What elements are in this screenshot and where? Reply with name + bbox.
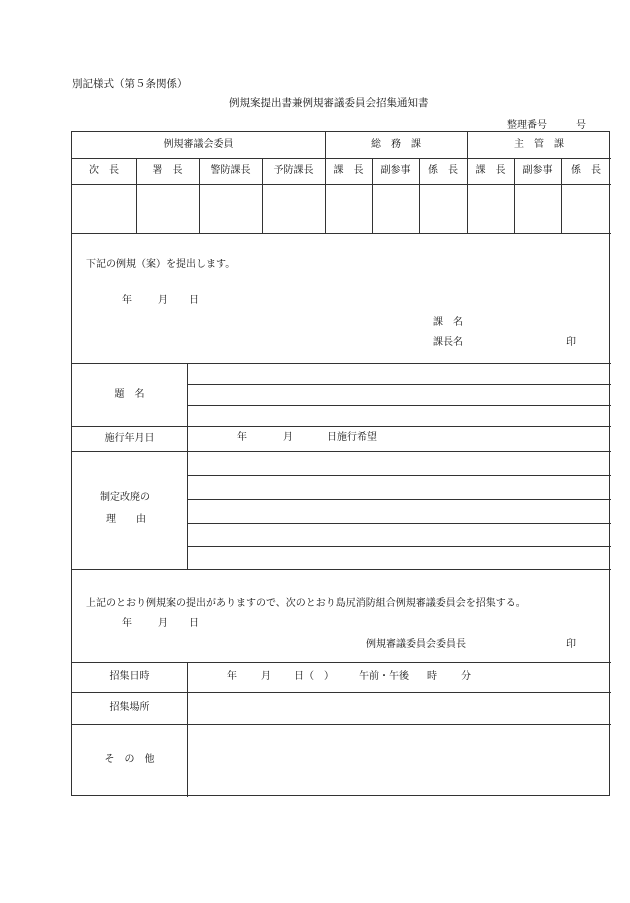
meeting-day: 日（ ）: [294, 671, 334, 682]
group-header-responsible-section: 主 管 課: [514, 139, 564, 150]
document-title: 例規案提出書兼例規審議委員会招集通知書: [229, 97, 429, 109]
effective-date-label: 施行年月日: [104, 432, 155, 444]
convocation-month: 月: [158, 618, 168, 629]
convocation-day: 日: [189, 618, 199, 629]
line: [72, 451, 611, 452]
meeting-year: 年: [227, 671, 237, 682]
convocation-seal: 印: [566, 639, 576, 650]
position-station-chief: 署 長: [152, 165, 183, 176]
meeting-place-label: 招集場所: [109, 702, 150, 713]
position-prevention-chief: 予防課長: [273, 165, 314, 176]
serial-number-unit: 号: [576, 120, 586, 131]
line: [187, 546, 611, 547]
group-header-committee: 例規審議会委員: [163, 139, 234, 150]
line: [72, 233, 611, 234]
position-ga-subsection-chief: 係 長: [428, 165, 458, 176]
convocation-year: 年: [122, 618, 132, 629]
line: [72, 569, 611, 570]
submission-month: 月: [158, 295, 168, 306]
line: [187, 523, 611, 524]
section-name-label: 課 名: [433, 317, 463, 328]
effective-year: 年: [237, 432, 247, 443]
line: [187, 499, 611, 500]
title-label: 題 名: [114, 388, 145, 400]
submission-day: 日: [189, 295, 199, 306]
effective-day-request: 日施行希望: [327, 432, 377, 443]
convocation-text: 上記のとおり例規案の提出がありますので、次のとおり島尻消防組合例規審議委員会を招集する。: [86, 598, 526, 609]
position-rs-subsection-chief: 係 長: [571, 165, 601, 176]
line: [72, 184, 611, 185]
position-rs-deputy: 副参事: [522, 165, 553, 176]
reason-label-line2: 理 由: [106, 514, 146, 525]
request-form: [71, 131, 610, 796]
meeting-month: 月: [261, 671, 271, 682]
position-ga-section-chief: 課 長: [333, 165, 364, 176]
position-rs-section-chief: 課 長: [475, 165, 506, 176]
meeting-am-pm: 午前・午後: [359, 671, 409, 682]
line: [187, 384, 611, 385]
line: [187, 405, 611, 406]
submission-text: 下記の例規（案）を提出します。: [86, 259, 236, 270]
group-header-general-affairs: 総 務 課: [371, 139, 421, 150]
line: [187, 363, 188, 569]
effective-month: 月: [283, 432, 293, 443]
line: [187, 662, 188, 797]
position-deputy-chief: 次 長: [89, 165, 119, 176]
meeting-datetime-label: 招集日時: [109, 671, 150, 682]
submission-year: 年: [122, 295, 132, 306]
position-fire-defense-chief: 警防課長: [210, 165, 251, 176]
position-ga-deputy: 副参事: [380, 165, 411, 176]
serial-number-label: 整理番号: [507, 120, 547, 131]
committee-chair-label: 例規審議委員会委員長: [366, 639, 466, 650]
annex-label: 別記様式（第５条関係）: [72, 78, 188, 90]
meeting-minute: 分: [461, 671, 471, 682]
submission-seal: 印: [566, 337, 576, 348]
other-label: そ の 他: [104, 753, 155, 765]
meeting-hour: 時: [427, 671, 437, 682]
line: [187, 475, 611, 476]
section-chief-label: 課長名: [433, 337, 463, 348]
reason-label-line1: 制定改廃の: [100, 492, 150, 503]
